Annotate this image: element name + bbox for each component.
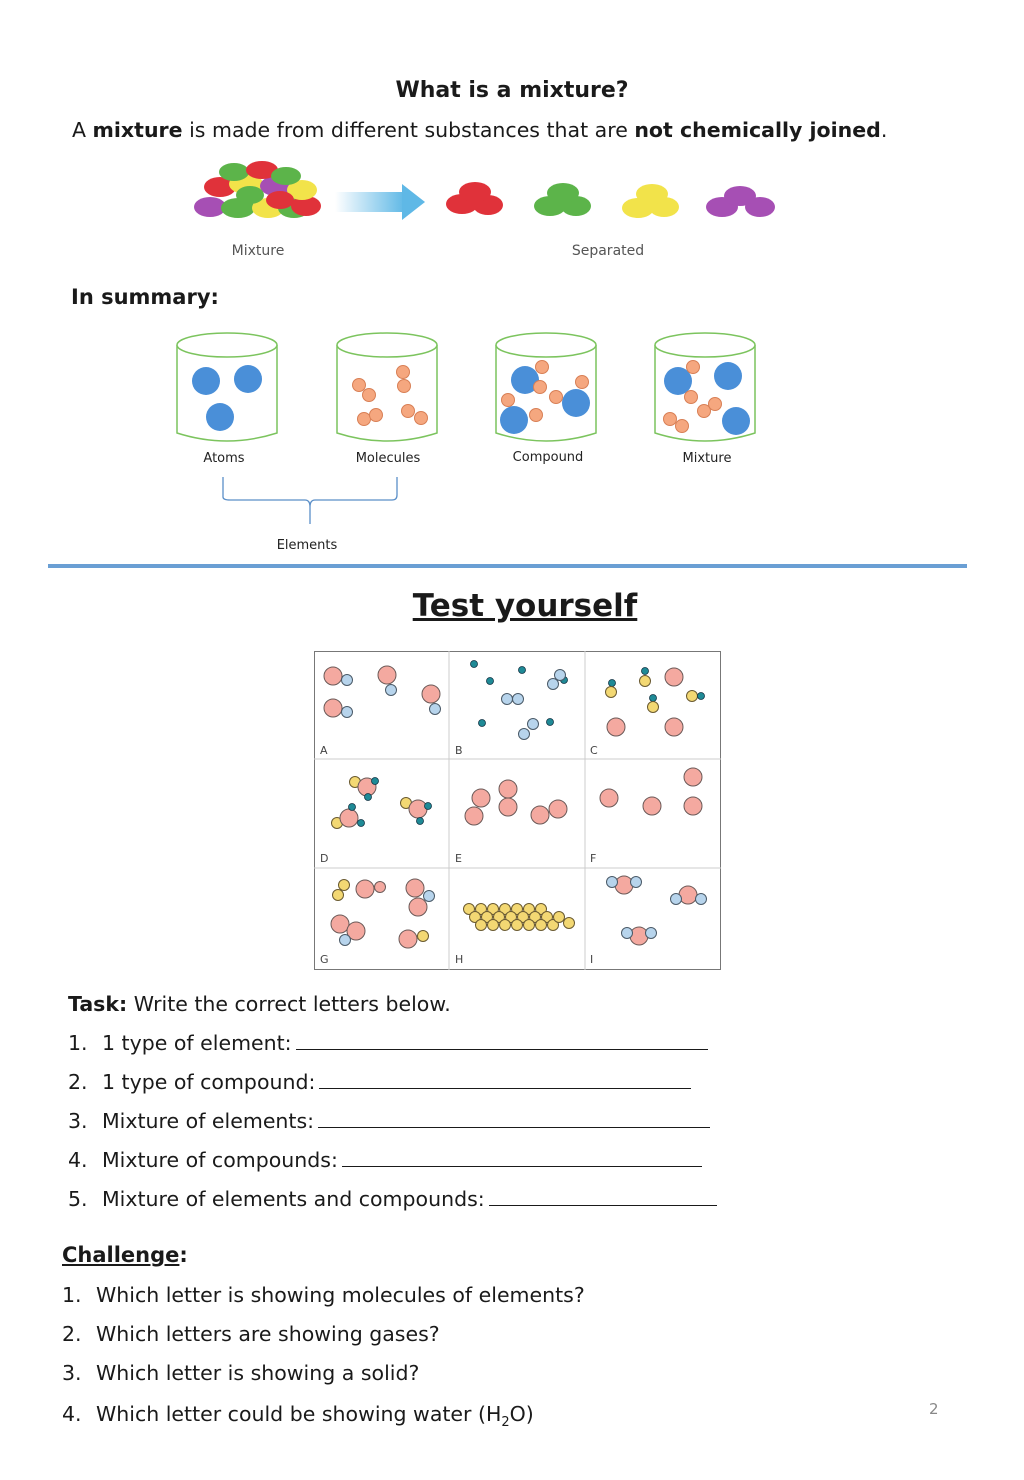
task-item-num: 4. <box>68 1148 88 1172</box>
task-item-num: 1. <box>68 1031 88 1055</box>
task-item-1 <box>68 1031 728 1059</box>
task-label: Task: <box>68 992 128 1016</box>
challenge-item-1 <box>62 1283 762 1311</box>
task-item-2 <box>68 1070 728 1098</box>
challenge-heading <box>62 1243 188 1267</box>
challenge-item-3 <box>62 1361 762 1389</box>
task-item-num: 5. <box>68 1187 88 1211</box>
jar-mixture <box>655 333 755 441</box>
task-item-5 <box>68 1187 758 1215</box>
challenge-item-text: Which letter could be showing water (H <box>96 1402 502 1426</box>
candy-green-group <box>534 183 591 216</box>
grid-label-h: H <box>455 953 464 966</box>
challenge-item-text: Which letters are showing gases? <box>96 1322 440 1346</box>
label-molecules: Molecules <box>355 451 421 466</box>
challenge-item-num: 2. <box>62 1322 82 1346</box>
particle-grid <box>314 651 722 971</box>
challenge-label: Challenge <box>62 1243 180 1267</box>
challenge-item-2 <box>62 1322 762 1350</box>
label-mixture: Mixture <box>682 451 732 466</box>
task-text: Write the correct letters below. <box>127 992 451 1016</box>
summary-heading: In summary: <box>71 285 219 309</box>
grid-label-b: B <box>455 744 463 757</box>
challenge-item-text: Which letter is showing molecules of elements? <box>96 1283 585 1307</box>
test-yourself-title: Test yourself <box>412 588 638 624</box>
grid-label-c: C <box>590 744 598 757</box>
task-item-text: Mixture of elements and compounds: <box>102 1187 485 1211</box>
grid-label-i: I <box>590 953 594 966</box>
task-item-text: Mixture of compounds: <box>102 1148 338 1172</box>
task-item-text: 1 type of compound: <box>102 1070 316 1094</box>
grid-label-f: F <box>590 852 597 865</box>
jar-molecules <box>337 333 437 441</box>
label-atoms: Atoms <box>203 451 245 466</box>
challenge-item-num: 3. <box>62 1361 82 1385</box>
subscript-2: 2 <box>501 1415 510 1431</box>
def-a: A <box>72 118 93 142</box>
label-separated-figure: Separated <box>571 243 645 259</box>
mixture-definition <box>72 118 887 142</box>
task-instruction <box>68 992 451 1016</box>
challenge-item-text: Which letter is showing a solid? <box>96 1361 420 1385</box>
challenge-item-num: 4. <box>62 1402 82 1426</box>
task-item-text: 1 type of element: <box>102 1031 292 1055</box>
answer-blank-1[interactable] <box>296 1031 708 1050</box>
grid-label-a: A <box>320 744 328 757</box>
candy-purple-group <box>706 186 775 217</box>
task-item-num: 3. <box>68 1109 88 1133</box>
task-item-num: 2. <box>68 1070 88 1094</box>
challenge-colon: : <box>179 1243 188 1267</box>
separation-figure <box>180 150 800 270</box>
page-title: What is a mixture? <box>395 78 629 103</box>
task-item-3 <box>68 1109 728 1137</box>
jar-atoms <box>177 333 277 441</box>
jar-compound <box>496 333 596 441</box>
candy-red-group <box>446 182 503 215</box>
grid-label-d: D <box>320 852 329 865</box>
elements-bracket <box>223 477 397 524</box>
def-bold-not-joined: not chemically joined <box>634 118 881 142</box>
candy-mixture-pile <box>194 161 321 218</box>
answer-blank-2[interactable] <box>319 1070 691 1089</box>
page-number: 2 <box>929 1400 939 1418</box>
summary-figure <box>160 325 780 560</box>
answer-blank-5[interactable] <box>489 1187 717 1206</box>
challenge-item-text-end: O) <box>509 1402 534 1426</box>
challenge-item-num: 1. <box>62 1283 82 1307</box>
task-item-4 <box>68 1148 728 1176</box>
label-elements: Elements <box>276 538 338 553</box>
label-compound: Compound <box>512 450 584 465</box>
challenge-item-4 <box>62 1402 762 1434</box>
candy-yellow-group <box>622 184 679 218</box>
label-mixture-figure: Mixture <box>231 243 285 259</box>
section-divider <box>48 564 967 568</box>
answer-blank-4[interactable] <box>342 1148 702 1167</box>
def-end: . <box>880 118 888 142</box>
grid-label-e: E <box>455 852 462 865</box>
task-item-text: Mixture of elements: <box>102 1109 315 1133</box>
def-mid: is made from different substances that are <box>182 118 635 142</box>
grid-label-g: G <box>320 953 329 966</box>
def-bold-mixture: mixture <box>92 118 183 142</box>
answer-blank-3[interactable] <box>318 1109 710 1128</box>
separation-arrow <box>335 184 425 220</box>
